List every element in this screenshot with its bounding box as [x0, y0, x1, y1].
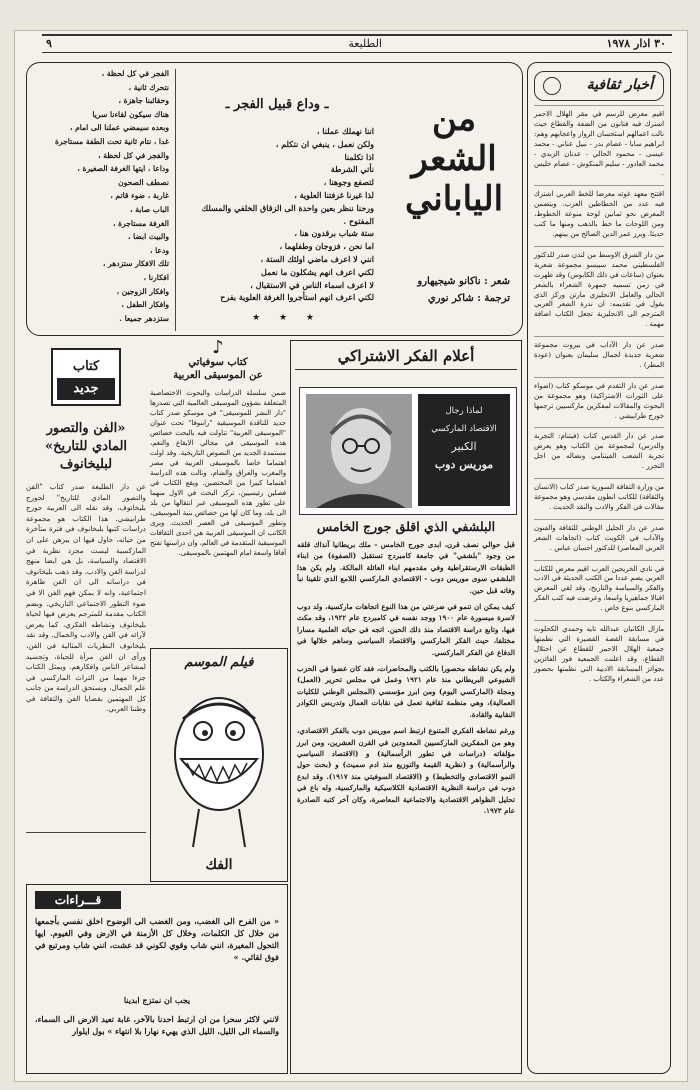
news-item: من وزارة الثقافة السورية صدر كتاب (الانسان والثقافة) للكاتب انطون مقدسي وهو مجموعة مقالات في الفكر والادب والنقد الحديث . — [534, 478, 664, 513]
poem-line: ستة شباب برقدون هنا ، — [294, 228, 374, 239]
poem-line: اذا تكلمنا — [344, 151, 374, 162]
book-line: الكبير — [451, 440, 477, 453]
poem-line: الفجر في كل لحظة ، — [101, 69, 169, 78]
article-paragraph: قبل حوالي نصف قرن، ابدى جورج الخامس - ملك بريطانيا آنذاك قلقه من وجود "بلشفي" في جامعة كامبردج تستقبل (الصفوة) من ابناء الطبقات الارستقراطية وفي مقدمهم ابناء العائلة المالكة. ولم يكن هذا البلشفي سوى موريس دوب - الاقتصادي الماركسي اللامع الذي تلقينا نبأ وفاته قبل حين. — [297, 540, 515, 595]
title-line: كتاب سوفياتي — [188, 357, 248, 368]
news-item: اقيم معرض للرسم في مقر الهلال الاحمر اشترك فيه فنانون من الضفة والقطاع حيث نالت اعمالهم استحسان الزوار واعجابهم وهم: ابراهيم سابا - عصام بدر - نبيل عناني - محمد عيسى - محمود الحالي - عدنان الزبدي - محمد العادور - سليم المنكوش - عصام خليس . — [534, 105, 664, 179]
circle-icon — [543, 77, 561, 95]
news-list — [528, 105, 670, 685]
issue-date: ٣٠ اذار ١٩٧٨ — [606, 37, 666, 50]
page-number: ٩ — [46, 37, 52, 50]
film-caption: الفك — [205, 857, 233, 873]
news-item: افتتح معهد غوته معرضا للخط العربي اشترك فيه عدد من الخطاطين العرب. ويتضمن المعرض نحو ثمانين لوحة منوعة الخطوط، ومن اللوحات ما خط بالذهب ومنها ما كتب حديثا. وبرز عمر الدين الصالح من بينهم. — [534, 185, 664, 240]
poem-line: ورحنا ننظر بعين واحدة الى الزقاق الخلفي والمسلك المفتوح . — [201, 202, 374, 226]
poem-line: لتصفع وجوهنا ، — [323, 177, 374, 188]
poem-credits — [380, 273, 510, 307]
poem-line: نتحرك ثانية ، — [128, 82, 169, 92]
film-title: فيلم الموسم — [184, 655, 254, 670]
poem-line: نصطف الصحون — [118, 177, 169, 187]
poem-subtitle: ـ وداع قبيل الفجر ـ — [225, 97, 329, 112]
poem-line: اما نحن ، فزوجان وطفلهما ، — [279, 241, 374, 252]
book-line: موريس دوب — [434, 458, 494, 471]
news-item: صدر عن دار القدس كتاب (فيتنام: التجربة والدرس) لمجموعة من الكتاب وهو يعرض تجربة الشعب الفيتنامي ونضاله من اجل التحرر . — [534, 427, 664, 472]
readings-box — [26, 884, 288, 1074]
news-item: صدر عن دار الجليل الوطني للثقافة والفنون والآداب في الكويت كتاب (اتجاهات الشعر العربي المعاصر) للدكتور احسان عباس . — [534, 519, 664, 554]
poem-left-column — [35, 67, 169, 325]
new-book-article — [26, 348, 146, 828]
title-line: عن الموسيقى العربية — [173, 370, 263, 381]
readings-line: يجب ان نمتزج ابدينا — [123, 995, 191, 1005]
music-note-icon: ♪ — [212, 337, 224, 358]
poem-line: وافكار الزوجين ، — [116, 286, 169, 296]
poem-line: وحقائبنا جاهزة ، — [118, 96, 169, 106]
poem-line: انني لا اعرف ماضي اولئك الستة ، — [260, 253, 374, 264]
divider — [26, 832, 146, 833]
poem-line: الباب صابة ، — [130, 204, 169, 214]
poem-box — [26, 62, 523, 336]
poem-line: لكني اعرف انهم استأجروا الغرفة العلوية بفرح — [220, 292, 374, 303]
music-book-body: ضمن سلسلة الدراسات والبحوث الاختصاصية المتعلقة بشؤون الموسيقى العالمية التي تصدرها "دار النشر للموسيقى" في موسكو صدر كتاب جديد للناقدة الموسيقية "رابنوفا" تحت عنوان "الموسيقى العربية" تناولت فيه بالبحث خصائص هذه الموسيقى في مجالي الايقاع والنغم، مستمدة الجديد من النصوص التاريخية. وقد اولت اهتماما خاصا بالموسيقى العربية في مصر والمغرب والعراق والشام، ونالت هذه الدراسة اهتماما كبيرا من المختصين. ويقع الكتاب في فصلين رئيسيين، تركز البحث في الاول منهما على تطور هذه الموسيقى عبر انتقالها من بلد الى بلد، وما كان لها من خصائص بنية الموسيقى، وتطور الموسيقى في العصر الحديث. ويرى الكاتب ان الموسيقى العربية هي احدى الثقافات الموسيقية المتقدمة في العالم، وان دراستها تفتح آفاقا واسعة امام المهتمين بالموسيقى. — [150, 389, 286, 557]
cultural-news-sidebar — [527, 62, 671, 1074]
poem-line: هناك سيكون لقاءنا سريا — [92, 109, 169, 119]
poem-title — [394, 99, 514, 219]
article-subtitle: البلشفي الذي اقلق جورج الخامس — [316, 519, 496, 534]
marxist-thought-article — [290, 340, 522, 1074]
poem-right-column — [188, 125, 374, 304]
poem-line: وافكار الطفل ، — [121, 300, 169, 310]
poem-line: والبيت ابضا ، — [128, 232, 169, 242]
article-paragraph: كيف يمكن ان تنمو في ضرعتي من هذا النوع اتجاهات ماركسية، ولد دوب لاسرة ميسورة عام ١٩٠٠ ووجد نفسه في كامبردج عام ١٩٢٢، وقد مكث فيها، وتابع دراسة الاقتصاد منذ ذلك الحين. اتجه في حياته العلمية مسارا مختلفا، حيث الفكر الماركسي والاقتصاد السياسي وساهم خلالها في الدفاع عن الفكر الماركسي. — [297, 602, 515, 657]
poem-stars: ★ ★ ★ — [252, 313, 322, 323]
title-line: «الفن والتصور — [46, 421, 126, 436]
book-cover — [418, 394, 510, 506]
title-line: المادي للتاريخ» — [44, 439, 128, 454]
new-book-body: عن دار الطليعة صدر كتاب "الفن والتصور المادي للتاريخ" لجورج بليخانوف، وقد نقله الى العربية جورج طرابيشي. هذا الكتاب هو مجموعة دراسات كتبها بليخانوف في فترة متأخرة من حياته، حاول فيها ان يبرهن على ان الماركسية ليست مجرد نظرية في الاقتصاد والسياسة، بل هي ايضا منهج لدراسة الفن والادب. وقد ذهب بليخانوف في دراساته الى ان الفن ظاهرة اجتماعية، وانه لا يمكن فهم الفن الا في ضوء التطور الاجتماعي التاريخي. ويضم الكتاب مقدمة للمترجم يعرض فيها لحياة بليخانوف ونشاطه الفكري، كما يعرض لآرائه في الفن والادب والجمال. وقد نقد بليخانوف النظريات المثالية في الفن، ورأى ان الفن مرآة للحياة، وتجسيد لمشاعر الناس وافكارهم. ويمثل الكتاب جزءا مهما من التراث الماركسي في علم الجمال، ويستحق الدراسة من جانب كل المهتمين بقضايا الفن والثقافة في وطننا العربي. — [26, 482, 146, 714]
poem-title-line: الياباني — [404, 179, 504, 219]
poem-line: لا اعرف اسماء الناس في الاستقبال ، — [250, 279, 374, 290]
news-item: صدر عن دار الآداب في بيروت مجموعة شعرية جديدة لجمال سليمان بعنوان (عودة المطر) . — [534, 336, 664, 371]
column-divider — [175, 69, 176, 331]
badge-line: كتاب — [72, 359, 100, 374]
book-cover-photo — [299, 387, 517, 515]
article-body — [297, 539, 515, 821]
translator-name: ترجمة : شاكر نوري — [427, 293, 510, 304]
page-header — [42, 34, 672, 53]
poem-line: لكني اعرف انهم يشكلون ما نعمل — [261, 266, 374, 277]
readings-closing: لانني لاكثر سحرا من ان ارتبط احدنا بالآخر، غابة تعيد الارض الى السماء، والسماء الى الليل، الليل الذي يهيء نهارا بلا انتهاء » بول ايلوار — [35, 1014, 279, 1036]
news-item: من دار الشرق الاوسط من لندن صدر للدكتور الفلسطيني محمد سيبسو مجموعة شعرية بعنوان (ساعات في ذلك الكابوس) وقد ظهرت في زمن تسميه جمهرة الشعراء بالشعر الحالي والعامل الانجليزي مارتن وركز الذي يقول في تقديمه: ان ندرة الشعر العربي المترجم الى الانجليزية تجعل الكتاب اضافة مهمة . — [534, 246, 664, 330]
sidebar-title-box — [534, 71, 664, 101]
poem-line: تلك الافكار ستزدهر ، — [102, 259, 169, 269]
poem-line: افكارنا ، — [143, 272, 169, 282]
poem-line: لذا غيرنا غرفتنا العلوية ، — [294, 189, 374, 200]
sidebar-title: أخبار ثقافية — [586, 77, 653, 93]
title-line: لبليخانوف — [59, 457, 113, 472]
poem-line: ستزدهر جميعا . — [119, 313, 169, 323]
poem-title-line: الشعر — [411, 139, 497, 179]
article-paragraph: ولم يكن نشاطه محصورا بالكتب والمحاضرات، فقد كان عضوا في الحزب الشيوعي البريطاني منذ عام ١٩٢١ وعمل في مجلس تحرير (العمل) ومجلة (الماركسي اليوم) ومن ابرز مؤسسي (المجلس الوطني للكليات العمالية)، وهي منظمة ثقافية تعمل في نقابات العمال وتدريس الكوادر النقابية والقادة. — [297, 664, 515, 719]
article-paragraph: ورغم نشاطه الفكري المتنوع ارتبط اسم موريس دوب بالفكر الاقتصادي، وهو من المفكرين الماركسيين المعدودين في القرن العشرين، ومن ابرز مؤلفاته (دراسات في تطور الرأسمالية) و (الاقتصاد السياسي والرأسمالية) و (نظرية القيمة والتوزيع منذ ادم سميث) و (بحث حول النمو الاقتصادي والتخطيط) و (الاقتصاد السوفيتي منذ ١٩١٧). وقد ابدع دوب في دراسة النظرية الاقتصادية الكلاسيكية والماركسية، وله باع في تحليل الظواهر الاقتصادية والاجتماعية المعاصرة، وكان آخر كتبه الصادرة عام ١٩٧٣. — [297, 726, 515, 815]
book-line: الاقتصاد الماركسي — [431, 424, 497, 434]
poet-name: شعر : ناكانو شيجيهارو — [417, 276, 510, 287]
new-book-badge — [51, 348, 121, 406]
readings-title: قـــراءات — [35, 891, 121, 909]
poem-line: وداعا ، ايتها الغرفة الصغيرة ، — [77, 164, 169, 174]
readings-quote: « من الفرح الى الغضب، ومن الغضب الى الوضوح اخلق نفسي بأجمعها من خلال كل الكلمات، وخلال كل الأزمنة في الارض وفي الغيوم. ايها التحول المغيرة، انني شاب وقوي لكوني قد عشت، انني شاب ومرتبع في فوق لقائي. » — [35, 916, 279, 962]
poem-line: ولكن نعمل ، ينبغي ان نتكلم ، — [275, 138, 374, 149]
book-line: لماذا رجال — [445, 406, 483, 416]
section-name: الطليعة — [348, 37, 382, 50]
poem-line: وبعده سيمضي عملنا الى امام ، — [69, 123, 169, 133]
poem-title-line: من — [431, 99, 477, 139]
article-title: أعلام الفكر الاشتراكي — [295, 347, 517, 370]
music-book-title — [150, 356, 286, 382]
portrait-photo — [306, 394, 412, 508]
poem-line: ودعا ، — [150, 245, 169, 255]
poem-line: غدا ، نتام ثانية تحت الطفة مستاجرة — [54, 136, 169, 146]
poem-line: غاربة ، ضوء قاتم ، — [110, 191, 169, 201]
news-item: مازال الكاتبان عبدالله تايه وحمدي الكحلوت في مسابقة القصة القصيرة التي نظمتها جمعية الهلال الاحمر للقطاع عن احتلال القطاع، وقد اعلنت الجمعية فوز الفائزين بجوائز المسابقة الادبية التي نظمتها بحضور عدد من الشعراء والكتاب . — [534, 620, 664, 684]
poem-line: نأتي الشرطة — [330, 164, 374, 175]
badge-line: جديد — [57, 378, 115, 400]
film-cartoon-box — [150, 648, 288, 882]
news-item: صدر عن دار التقدم في موسكو كتاب (اضواء على الثورات الاشتراكية) وهو مجموعة من البحوث والمقالات لمفكرين ماركسيين ترجمها جورج طرابيشي . — [534, 377, 664, 422]
new-book-title — [26, 420, 146, 474]
poem-line: اننا نهملك عملنا ، — [316, 126, 374, 136]
poem-line: والفجر في كل لحظة ، — [98, 150, 169, 160]
poem-line: الغرفة مستاجرة ، — [112, 218, 169, 228]
news-item: في نادي الخريجين العرب اقيم معرض للكتاب العربي يضم عددا من الكتب الحديثة في الادب والفكر والسياسة والتاريخ، وقد لقي المعرض اقبالا جماهيريا واسعا، وعرضت فيه كتب الفكر الماركسي بنوع خاص . — [534, 560, 664, 615]
shark-cartoon — [163, 679, 275, 849]
